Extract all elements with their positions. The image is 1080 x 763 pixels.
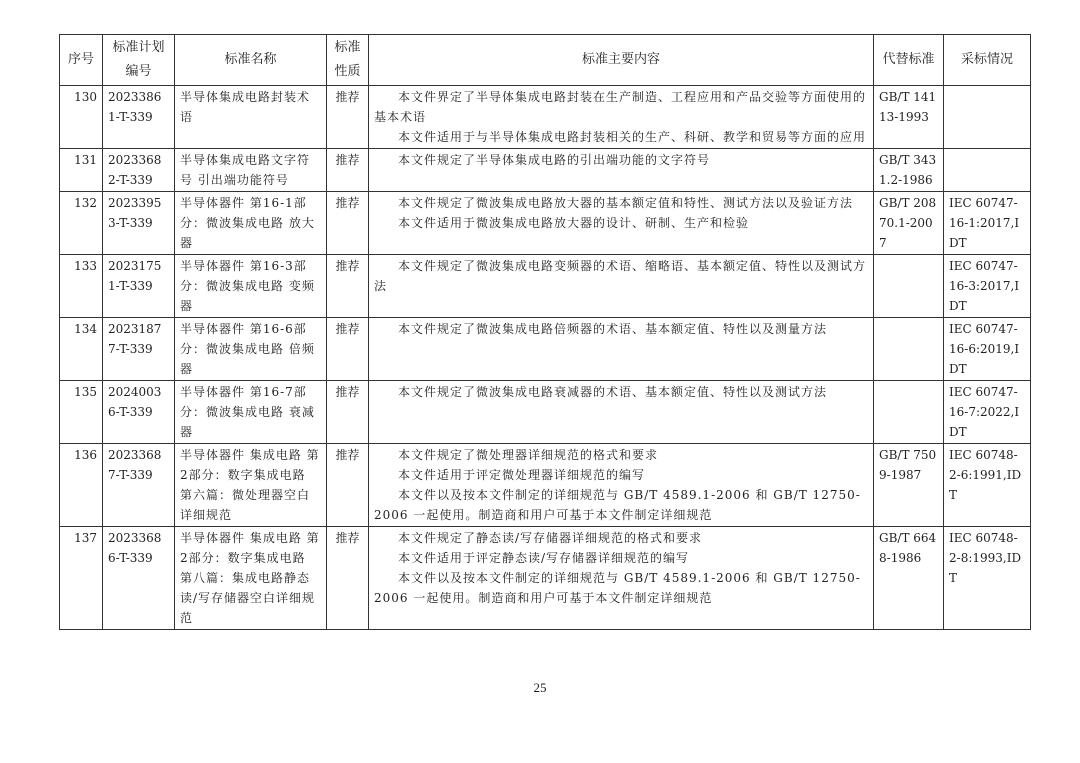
content-line: 本文件规定了微波集成电路衰减器的术语、基本额定值、特性以及测试方法 [398,385,828,399]
header-replace: 代替标准 [874,35,944,86]
row-nature: 推荐 [327,192,369,255]
row-content [369,444,874,527]
row-nature: 推荐 [327,149,369,192]
row-name: 半导体器件 第16-1部分：微波集成电路 放大器 [175,192,327,255]
table-row [60,318,1031,381]
row-plan-no: 20233682-T-339 [103,149,175,192]
content-line: 本文件规定了微处理器详细规范的格式和要求 [398,448,659,462]
row-nature: 推荐 [327,444,369,527]
row-seq: 135 [60,381,103,444]
row-nature: 推荐 [327,318,369,381]
row-plan-no: 20231877-T-339 [103,318,175,381]
table-row [60,444,1031,527]
row-name: 半导体器件 集成电路 第2部分：数字集成电路 第六篇：微处理器空白详细规范 [175,444,327,527]
row-plan-no: 20233687-T-339 [103,444,175,527]
row-name: 半导体器件 第16-6部分：微波集成电路 倍频器 [175,318,327,381]
table-row [60,86,1031,149]
content-line: 本文件以及按本文件制定的详细规范与 GB/T 4589.1-2006 和 GB/T 12750-2006 一起使用。制造商和用户可基于本文件制定详细规范 [374,488,861,522]
row-adopt: IEC 60747-16-7:2022,IDT [944,381,1031,444]
content-line: 本文件规定了静态读/写存储器详细规范的格式和要求 [398,531,703,545]
row-plan-no: 20233686-T-339 [103,527,175,630]
row-adopt: IEC 60748-2-6:1991,IDT [944,444,1031,527]
table-row [60,381,1031,444]
table-row [60,255,1031,318]
content-line: 本文件规定了微波集成电路倍频器的术语、基本额定值、特性以及测量方法 [398,322,828,336]
row-nature: 推荐 [327,86,369,149]
content-line: 本文件规定了半导体集成电路的引出端功能的文字符号 [398,153,711,167]
row-plan-no: 20233861-T-339 [103,86,175,149]
content-line: 本文件规定了微波集成电路放大器的基本额定值和特性、测试方法以及验证方法 [398,196,854,210]
row-replace: GB/T 6648-1986 [874,527,944,630]
content-line: 本文件适用于与半导体集成电路封装相关的生产、科研、教学和贸易等方面的应用 [398,130,867,144]
table-row [60,192,1031,255]
row-plan-no: 20240036-T-339 [103,381,175,444]
row-name: 半导体器件 集成电路 第2部分：数字集成电路 第八篇：集成电路静态读/写存储器空白详细规范 [175,527,327,630]
row-adopt: IEC 60747-16-3:2017,IDT [944,255,1031,318]
header-seq: 序号 [60,35,103,86]
row-nature: 推荐 [327,527,369,630]
header-nature: 标准性质 [327,35,369,86]
row-replace [874,381,944,444]
header-adopt: 采标情况 [944,35,1031,86]
content-line: 本文件界定了半导体集成电路封装在生产制造、工程应用和产品交验等方面使用的基本术语 [374,90,867,124]
content-line: 本文件适用于评定静态读/写存储器详细规范的编写 [398,551,690,565]
row-content [369,149,874,192]
row-adopt [944,149,1031,192]
row-replace [874,255,944,318]
row-adopt [944,86,1031,149]
row-seq: 131 [60,149,103,192]
row-seq: 136 [60,444,103,527]
row-content [369,192,874,255]
row-name: 半导体器件 第16-3部分：微波集成电路 变频器 [175,255,327,318]
row-seq: 132 [60,192,103,255]
row-name: 半导体集成电路封装术语 [175,86,327,149]
row-content [369,381,874,444]
row-name: 半导体器件 第16-7部分：微波集成电路 衰减器 [175,381,327,444]
row-adopt: IEC 60747-16-1:2017,IDT [944,192,1031,255]
row-replace: GB/T 7509-1987 [874,444,944,527]
row-nature: 推荐 [327,255,369,318]
table-row [60,149,1031,192]
row-plan-no: 20233953-T-339 [103,192,175,255]
row-content [369,527,874,630]
content-line: 本文件适用于微波集成电路放大器的设计、研制、生产和检验 [398,216,750,230]
table-header-row [60,35,1031,86]
row-content [369,86,874,149]
row-replace: GB/T 14113-1993 [874,86,944,149]
row-name: 半导体集成电路文字符号 引出端功能符号 [175,149,327,192]
row-replace: GB/T 3431.2-1986 [874,149,944,192]
header-content: 标准主要内容 [369,35,874,86]
row-content [369,318,874,381]
page-number: 25 [533,680,547,695]
content-line: 本文件以及按本文件制定的详细规范与 GB/T 4589.1-2006 和 GB/T 12750-2006 一起使用。制造商和用户可基于本文件制定详细规范 [374,571,861,605]
standards-table [59,34,1031,630]
row-nature: 推荐 [327,381,369,444]
row-adopt: IEC 60748-2-8:1993,IDT [944,527,1031,630]
header-name: 标准名称 [175,35,327,86]
row-seq: 130 [60,86,103,149]
header-plan-no: 标准计划编号 [103,35,175,86]
row-plan-no: 20231751-T-339 [103,255,175,318]
row-replace: GB/T 20870.1-2007 [874,192,944,255]
row-content [369,255,874,318]
row-seq: 137 [60,527,103,630]
content-line: 本文件规定了微波集成电路变频器的术语、缩略语、基本额定值、特性以及测试方法 [374,259,867,293]
row-seq: 134 [60,318,103,381]
row-replace [874,318,944,381]
row-adopt: IEC 60747-16-6:2019,IDT [944,318,1031,381]
table-row [60,527,1031,630]
content-line: 本文件适用于评定微处理器详细规范的编写 [398,468,646,482]
row-seq: 133 [60,255,103,318]
